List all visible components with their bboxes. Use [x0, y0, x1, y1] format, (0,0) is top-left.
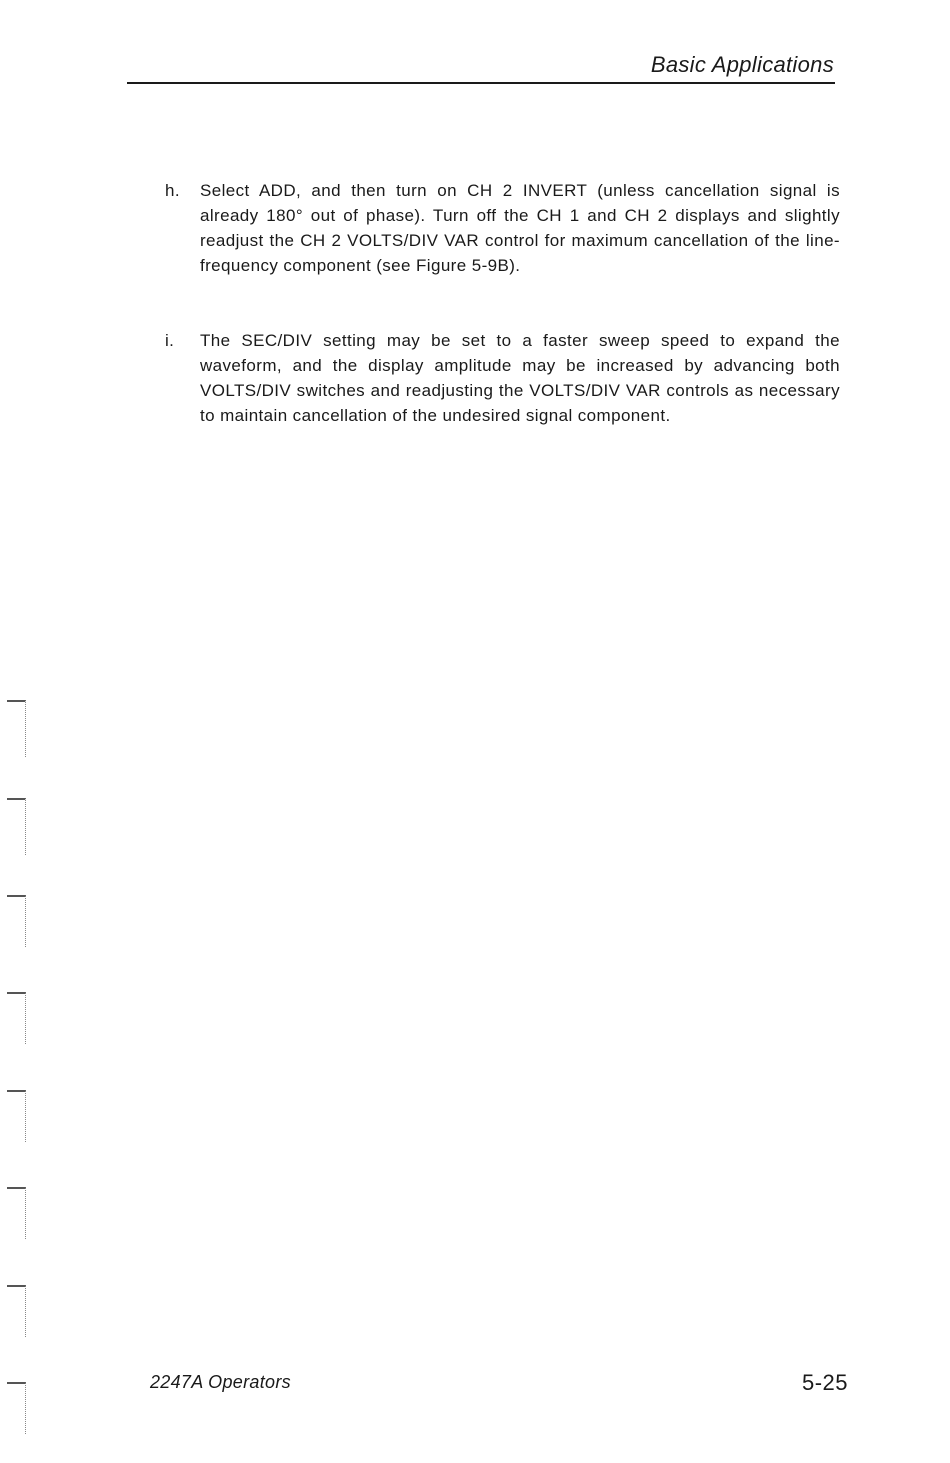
binding-edge-mark — [7, 1285, 26, 1337]
binding-edge-mark — [7, 992, 26, 1044]
binding-edge-mark — [7, 895, 26, 947]
step-h — [165, 178, 840, 278]
binding-edge-mark — [7, 1187, 26, 1239]
binding-edge-mark — [7, 798, 26, 855]
section-title: Basic Applications — [650, 52, 834, 77]
binding-edge-mark — [7, 1090, 26, 1142]
step-marker: i. — [165, 331, 175, 350]
binding-edge-mark — [7, 1382, 26, 1434]
step-text: The SEC/DIV setting may be set to a faster sweep speed to expand the waveform, and the display amplitude may be increased by advancing both VOLTS/DIV switches and readjusting the VOLTS/DIV VAR controls as necessary to maintain cancellation of the undesired signal component. — [200, 331, 840, 425]
manual-name: 2247A Operators — [150, 1372, 291, 1392]
step-marker: h. — [165, 181, 180, 200]
binding-edge-mark — [7, 700, 26, 757]
header-divider — [127, 82, 835, 84]
step-i — [165, 328, 840, 428]
page-number: 5-25 — [801, 1370, 848, 1395]
step-text: Select ADD, and then turn on CH 2 INVERT (unless cancellation signal is already 180° out of phase). Turn off the CH 1 and CH 2 displays and slightly readjust the CH 2 VOLTS/DIV VAR control for maximum cancellation of the line-frequency component (see Figure 5-9B). — [200, 181, 840, 275]
